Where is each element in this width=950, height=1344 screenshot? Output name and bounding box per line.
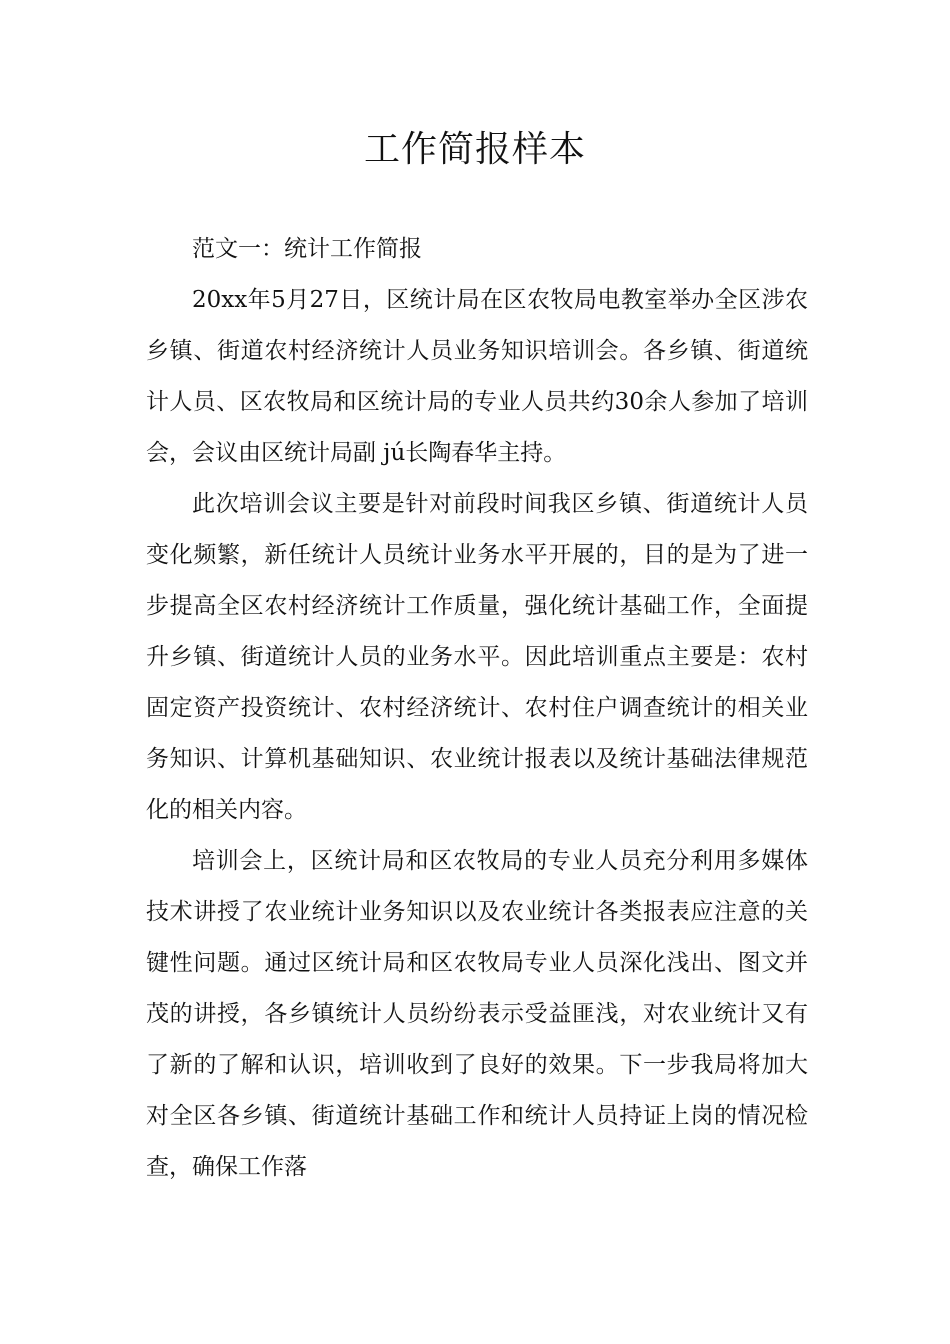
paragraph: 此次培训会议主要是针对前段时间我区乡镇、街道统计人员变化频繁，新任统计人员统计业务水平开展的，目的是为了进一步提高全区农村经济统计工作质量，强化统计基础工作，全面提升乡镇、街道统计人员的业务水平。因此培训重点主要是：农村固定资产投资统计、农村经济统计、农村住户调查统计的相关业务知识、计算机基础知识、农业统计报表以及统计基础法律规范化的相关内容。 xyxy=(146,491,808,823)
document-body xyxy=(146,224,808,1193)
paragraph: 20xx年5月27日，区统计局在区农牧局电教室举办全区涉农乡镇、街道农村经济统计人员业务知识培训会。各乡镇、街道统计人员、区农牧局和区统计局的专业人员共约30余人参加了培训会，会议由区统计局副 jú长陶春华主持。 xyxy=(146,287,808,466)
paragraph: 培训会上，区统计局和区农牧局的专业人员充分利用多媒体技术讲授了农业统计业务知识以及农业统计各类报表应注意的关键性问题。通过区统计局和区农牧局专业人员深化浅出、图文并茂的讲授，各乡镇统计人员纷纷表示受益匪浅，对农业统计又有了新的了解和认识，培训收到了良好的效果。下一步我局将加大对全区各乡镇、街道统计基础工作和统计人员持证上岗的情况检查，确保工作落 xyxy=(146,848,808,1180)
section-heading: 范文一：统计工作简报 xyxy=(192,236,422,262)
document-title: 工作简报样本 xyxy=(363,129,586,170)
